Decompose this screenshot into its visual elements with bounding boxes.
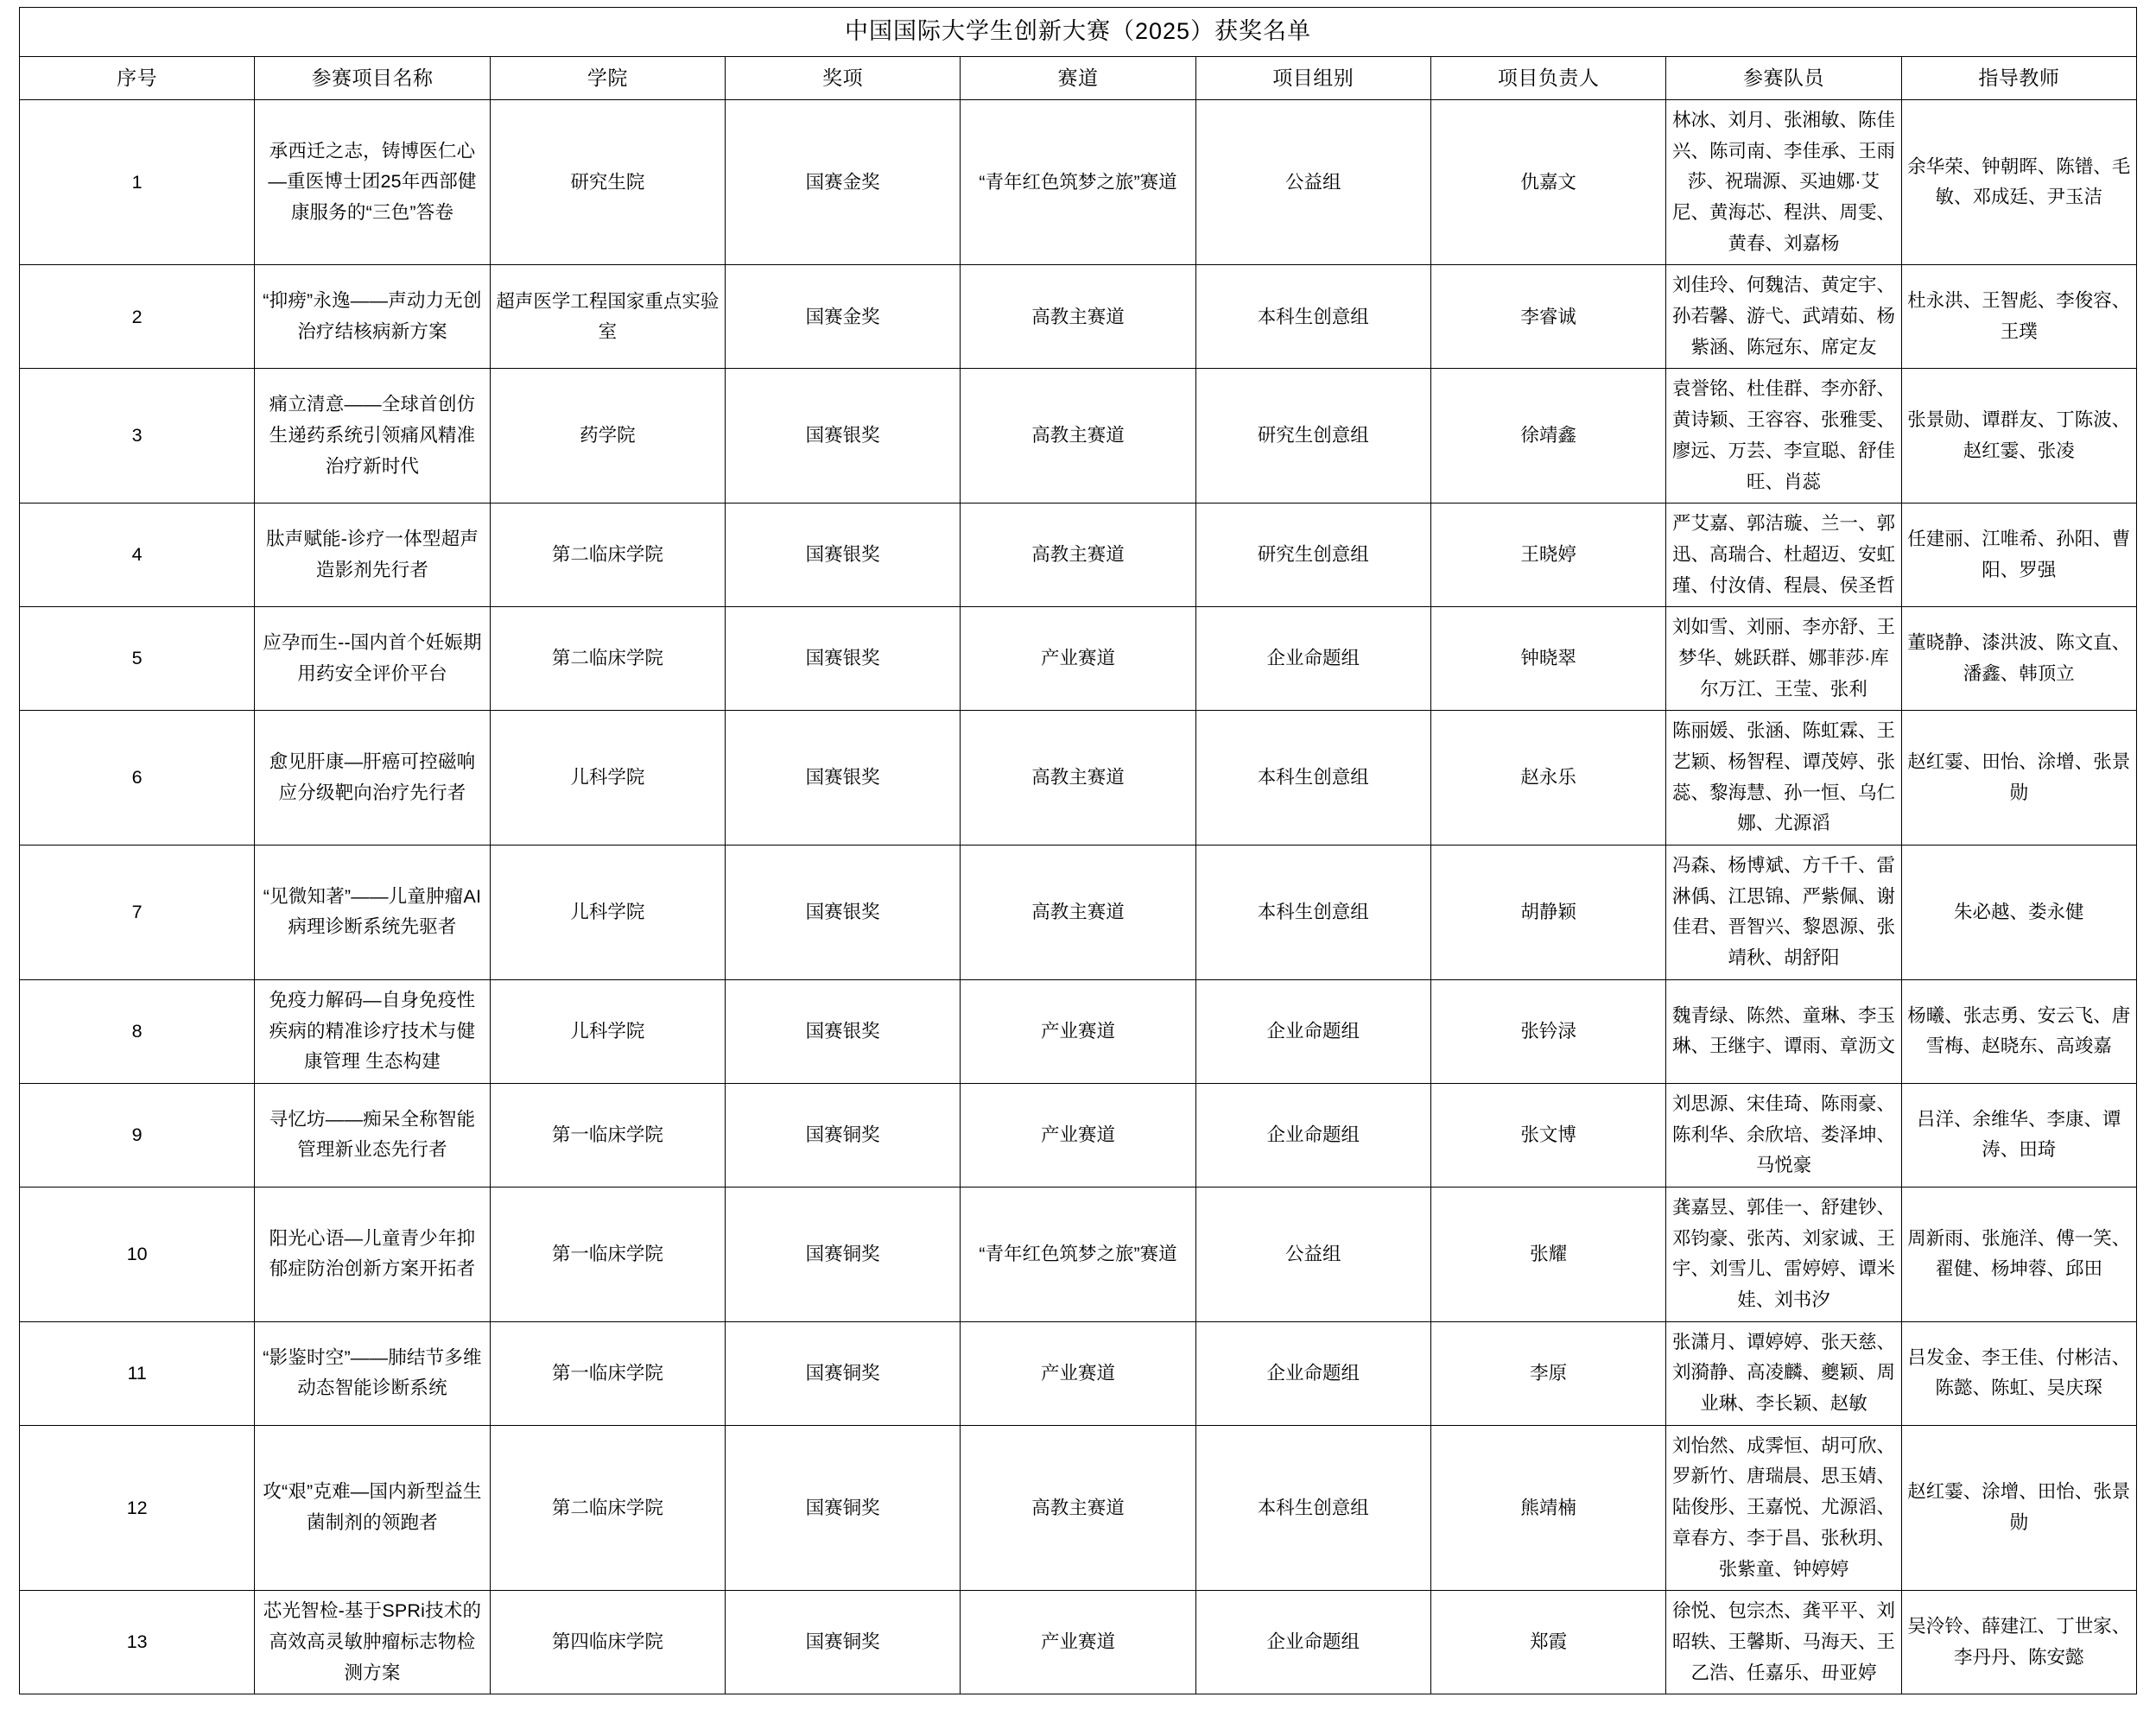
cell-teachers: 朱必越、娄永健 bbox=[1901, 846, 2136, 980]
cell-group: 企业命题组 bbox=[1195, 607, 1430, 711]
cell-seq: 2 bbox=[20, 265, 255, 369]
table-row bbox=[20, 265, 2137, 369]
cell-members: 刘思源、宋佳琦、陈雨豪、陈利华、余欣培、娄泽坤、马悦豪 bbox=[1666, 1083, 1901, 1187]
cell-project: 愈见肝康—肝癌可控磁响应分级靶向治疗先行者 bbox=[255, 711, 490, 846]
cell-project: 阳光心语—儿童青少年抑郁症防治创新方案开拓者 bbox=[255, 1187, 490, 1321]
cell-group: 研究生创意组 bbox=[1195, 369, 1430, 504]
cell-teachers: 杨曦、张志勇、安云飞、唐雪梅、赵晓东、高竣嘉 bbox=[1901, 979, 2136, 1083]
cell-track: “青年红色筑梦之旅”赛道 bbox=[961, 1187, 1195, 1321]
cell-track: 高教主赛道 bbox=[961, 265, 1195, 369]
cell-group: 本科生创意组 bbox=[1195, 265, 1430, 369]
cell-group: 企业命题组 bbox=[1195, 1591, 1430, 1694]
cell-project: 免疫力解码—自身免疫性疾病的精准诊疗技术与健康管理 生态构建 bbox=[255, 979, 490, 1083]
cell-teachers: 赵红霎、涂增、田怡、张景勋 bbox=[1901, 1425, 2136, 1590]
cell-leader: 张文博 bbox=[1430, 1083, 1665, 1187]
cell-leader: 张钤渌 bbox=[1430, 979, 1665, 1083]
cell-award: 国赛铜奖 bbox=[725, 1321, 960, 1425]
cell-college: 儿科学院 bbox=[490, 979, 725, 1083]
cell-college: 第二临床学院 bbox=[490, 504, 725, 607]
cell-track: 产业赛道 bbox=[961, 1083, 1195, 1187]
cell-leader: 熊靖楠 bbox=[1430, 1425, 1665, 1590]
cell-track: 高教主赛道 bbox=[961, 711, 1195, 846]
cell-seq: 8 bbox=[20, 979, 255, 1083]
cell-track: 高教主赛道 bbox=[961, 504, 1195, 607]
cell-award: 国赛银奖 bbox=[725, 711, 960, 846]
cell-seq: 7 bbox=[20, 846, 255, 980]
cell-teachers: 任建丽、江唯希、孙阳、曹阳、罗强 bbox=[1901, 504, 2136, 607]
cell-college: 研究生院 bbox=[490, 99, 725, 264]
cell-track: 产业赛道 bbox=[961, 979, 1195, 1083]
cell-award: 国赛铜奖 bbox=[725, 1187, 960, 1321]
cell-group: 本科生创意组 bbox=[1195, 711, 1430, 846]
cell-leader: 李睿诚 bbox=[1430, 265, 1665, 369]
cell-award: 国赛银奖 bbox=[725, 846, 960, 980]
cell-group: 企业命题组 bbox=[1195, 979, 1430, 1083]
cell-leader: 赵永乐 bbox=[1430, 711, 1665, 846]
column-header-track: 赛道 bbox=[961, 56, 1195, 99]
cell-award: 国赛银奖 bbox=[725, 979, 960, 1083]
column-header-teachers: 指导教师 bbox=[1901, 56, 2136, 99]
title-row bbox=[20, 8, 2137, 57]
cell-teachers: 吕发金、李王佳、付彬洁、陈懿、陈虹、吴庆琛 bbox=[1901, 1321, 2136, 1425]
cell-group: 企业命题组 bbox=[1195, 1083, 1430, 1187]
cell-seq: 6 bbox=[20, 711, 255, 846]
cell-track: 高教主赛道 bbox=[961, 369, 1195, 504]
cell-track: 高教主赛道 bbox=[961, 846, 1195, 980]
cell-college: 第二临床学院 bbox=[490, 607, 725, 711]
cell-leader: 李原 bbox=[1430, 1321, 1665, 1425]
column-header-group: 项目组别 bbox=[1195, 56, 1430, 99]
cell-leader: 张耀 bbox=[1430, 1187, 1665, 1321]
cell-award: 国赛银奖 bbox=[725, 504, 960, 607]
cell-members: 袁誉铭、杜佳群、李亦舒、黄诗颖、王容容、张雅雯、廖远、万芸、李宣聪、舒佳旺、肖蕊 bbox=[1666, 369, 1901, 504]
cell-group: 公益组 bbox=[1195, 1187, 1430, 1321]
column-header-members: 参赛队员 bbox=[1666, 56, 1901, 99]
cell-project: 应孕而生--国内首个妊娠期用药安全评价平台 bbox=[255, 607, 490, 711]
column-header-college: 学院 bbox=[490, 56, 725, 99]
cell-members: 陈丽媛、张涵、陈虹霖、王艺颖、杨智程、谭茂婷、张蕊、黎海慧、孙一恒、乌仁娜、尤源滔 bbox=[1666, 711, 1901, 846]
cell-track: “青年红色筑梦之旅”赛道 bbox=[961, 99, 1195, 264]
cell-seq: 5 bbox=[20, 607, 255, 711]
cell-group: 本科生创意组 bbox=[1195, 846, 1430, 980]
table-row bbox=[20, 979, 2137, 1083]
cell-college: 第二临床学院 bbox=[490, 1425, 725, 1590]
cell-leader: 胡静颖 bbox=[1430, 846, 1665, 980]
cell-members: 魏青绿、陈然、童琳、李玉琳、王继宇、谭雨、章沥文 bbox=[1666, 979, 1901, 1083]
table-body bbox=[20, 99, 2137, 1694]
table-row bbox=[20, 99, 2137, 264]
cell-members: 刘如雪、刘丽、李亦舒、王梦华、姚跃群、娜菲莎·库尔万江、王莹、张利 bbox=[1666, 607, 1901, 711]
cell-seq: 9 bbox=[20, 1083, 255, 1187]
cell-teachers: 周新雨、张施洋、傅一笑、翟健、杨坤蓉、邱田 bbox=[1901, 1187, 2136, 1321]
cell-project: 承西迁之志，铸博医仁心—重医博士团25年西部健康服务的“三色”答卷 bbox=[255, 99, 490, 264]
cell-seq: 12 bbox=[20, 1425, 255, 1590]
column-header-award: 奖项 bbox=[725, 56, 960, 99]
cell-track: 产业赛道 bbox=[961, 607, 1195, 711]
table-row bbox=[20, 1321, 2137, 1425]
cell-seq: 13 bbox=[20, 1591, 255, 1694]
table-row bbox=[20, 1591, 2137, 1694]
cell-members: 徐悦、包宗杰、龚平平、刘昭轶、王馨斯、马海天、王乙浩、任嘉乐、毌亚婷 bbox=[1666, 1591, 1901, 1694]
cell-members: 严艾嘉、郭洁璇、兰一、郭迅、高瑞合、杜超迈、安虹瑾、付汝倩、程晨、侯圣哲 bbox=[1666, 504, 1901, 607]
cell-leader: 钟晓翠 bbox=[1430, 607, 1665, 711]
cell-teachers: 吴泠铃、薛建江、丁世家、李丹丹、陈安懿 bbox=[1901, 1591, 2136, 1694]
table-row bbox=[20, 607, 2137, 711]
cell-members: 冯森、杨博斌、方千千、雷淋偊、江思锦、严紫佩、谢佳君、晋智兴、黎恩源、张靖秋、胡舒阳 bbox=[1666, 846, 1901, 980]
cell-award: 国赛银奖 bbox=[725, 607, 960, 711]
cell-award: 国赛铜奖 bbox=[725, 1425, 960, 1590]
cell-leader: 仇嘉文 bbox=[1430, 99, 1665, 264]
header-row bbox=[20, 56, 2137, 99]
cell-project: 寻忆坊——痴呆全称智能管理新业态先行者 bbox=[255, 1083, 490, 1187]
cell-college: 第一临床学院 bbox=[490, 1187, 725, 1321]
cell-seq: 11 bbox=[20, 1321, 255, 1425]
cell-seq: 4 bbox=[20, 504, 255, 607]
cell-teachers: 董晓静、漆洪波、陈文直、潘鑫、韩顶立 bbox=[1901, 607, 2136, 711]
cell-project: 芯光智检-基于SPRi技术的高效高灵敏肿瘤标志物检测方案 bbox=[255, 1591, 490, 1694]
table-row bbox=[20, 1425, 2137, 1590]
cell-award: 国赛金奖 bbox=[725, 265, 960, 369]
cell-leader: 郑霞 bbox=[1430, 1591, 1665, 1694]
cell-teachers: 张景勋、谭群友、丁陈波、赵红霎、张凌 bbox=[1901, 369, 2136, 504]
cell-leader: 徐靖鑫 bbox=[1430, 369, 1665, 504]
cell-college: 超声医学工程国家重点实验室 bbox=[490, 265, 725, 369]
table-row bbox=[20, 711, 2137, 846]
cell-project: “抑痨”永逸——声动力无创治疗结核病新方案 bbox=[255, 265, 490, 369]
cell-college: 儿科学院 bbox=[490, 711, 725, 846]
cell-track: 产业赛道 bbox=[961, 1321, 1195, 1425]
table-row bbox=[20, 369, 2137, 504]
cell-teachers: 余华荣、钟朝晖、陈镨、毛敏、邓成廷、尹玉洁 bbox=[1901, 99, 2136, 264]
cell-college: 药学院 bbox=[490, 369, 725, 504]
cell-seq: 3 bbox=[20, 369, 255, 504]
table-row bbox=[20, 504, 2137, 607]
cell-teachers: 吕洋、余维华、李康、谭涛、田琦 bbox=[1901, 1083, 2136, 1187]
table-head bbox=[20, 8, 2137, 100]
document-title: 中国国际大学生创新大赛（2025）获奖名单 bbox=[20, 8, 2137, 57]
award-list-table bbox=[19, 7, 2137, 1694]
cell-group: 企业命题组 bbox=[1195, 1321, 1430, 1425]
cell-college: 儿科学院 bbox=[490, 846, 725, 980]
cell-members: 林冰、刘月、张湘敏、陈佳兴、陈司南、李佳承、王雨莎、祝瑞源、买迪娜·艾尼、黄海芯、程洪、周雯、黄春、刘嘉杨 bbox=[1666, 99, 1901, 264]
cell-college: 第四临床学院 bbox=[490, 1591, 725, 1694]
cell-project: 肽声赋能-诊疗一体型超声造影剂先行者 bbox=[255, 504, 490, 607]
column-header-leader: 项目负责人 bbox=[1430, 56, 1665, 99]
cell-seq: 10 bbox=[20, 1187, 255, 1321]
cell-group: 本科生创意组 bbox=[1195, 1425, 1430, 1590]
cell-project: “影鉴时空”——肺结节多维动态智能诊断系统 bbox=[255, 1321, 490, 1425]
cell-group: 研究生创意组 bbox=[1195, 504, 1430, 607]
cell-college: 第一临床学院 bbox=[490, 1321, 725, 1425]
table-row bbox=[20, 846, 2137, 980]
cell-members: 龚嘉昱、郭佳一、舒建钞、邓钧豪、张芮、刘家诚、王宇、刘雪儿、雷婷婷、谭米娃、刘书汐 bbox=[1666, 1187, 1901, 1321]
cell-teachers: 赵红霎、田怡、涂增、张景勋 bbox=[1901, 711, 2136, 846]
cell-project: 痛立清意——全球首创仿生递药系统引领痛风精准治疗新时代 bbox=[255, 369, 490, 504]
cell-project: “见微知著”——儿童肿瘤AI病理诊断系统先驱者 bbox=[255, 846, 490, 980]
cell-project: 攻“艰”克难—国内新型益生菌制剂的领跑者 bbox=[255, 1425, 490, 1590]
table-row bbox=[20, 1083, 2137, 1187]
cell-award: 国赛铜奖 bbox=[725, 1083, 960, 1187]
cell-award: 国赛铜奖 bbox=[725, 1591, 960, 1694]
cell-members: 刘怡然、成霁恒、胡可欣、罗新竹、唐瑞晨、思玉婧、陆俊彤、王嘉悦、尤源滔、章春方、李于昌、张秋玥、张紫童、钟婷婷 bbox=[1666, 1425, 1901, 1590]
column-header-seq: 序号 bbox=[20, 56, 255, 99]
cell-members: 张潇月、谭婷婷、张天慈、刘漪静、高凌麟、夔颖、周业琳、李长颖、赵敏 bbox=[1666, 1321, 1901, 1425]
cell-group: 公益组 bbox=[1195, 99, 1430, 264]
cell-track: 产业赛道 bbox=[961, 1591, 1195, 1694]
table-row bbox=[20, 1187, 2137, 1321]
cell-award: 国赛银奖 bbox=[725, 369, 960, 504]
cell-track: 高教主赛道 bbox=[961, 1425, 1195, 1590]
cell-leader: 王晓婷 bbox=[1430, 504, 1665, 607]
cell-award: 国赛金奖 bbox=[725, 99, 960, 264]
cell-members: 刘佳玲、何魏洁、黄定宇、孙若馨、游弋、武靖茹、杨紫涵、陈冠东、席定友 bbox=[1666, 265, 1901, 369]
cell-college: 第一临床学院 bbox=[490, 1083, 725, 1187]
column-header-project: 参赛项目名称 bbox=[255, 56, 490, 99]
cell-teachers: 杜永洪、王智彪、李俊容、王璞 bbox=[1901, 265, 2136, 369]
cell-seq: 1 bbox=[20, 99, 255, 264]
